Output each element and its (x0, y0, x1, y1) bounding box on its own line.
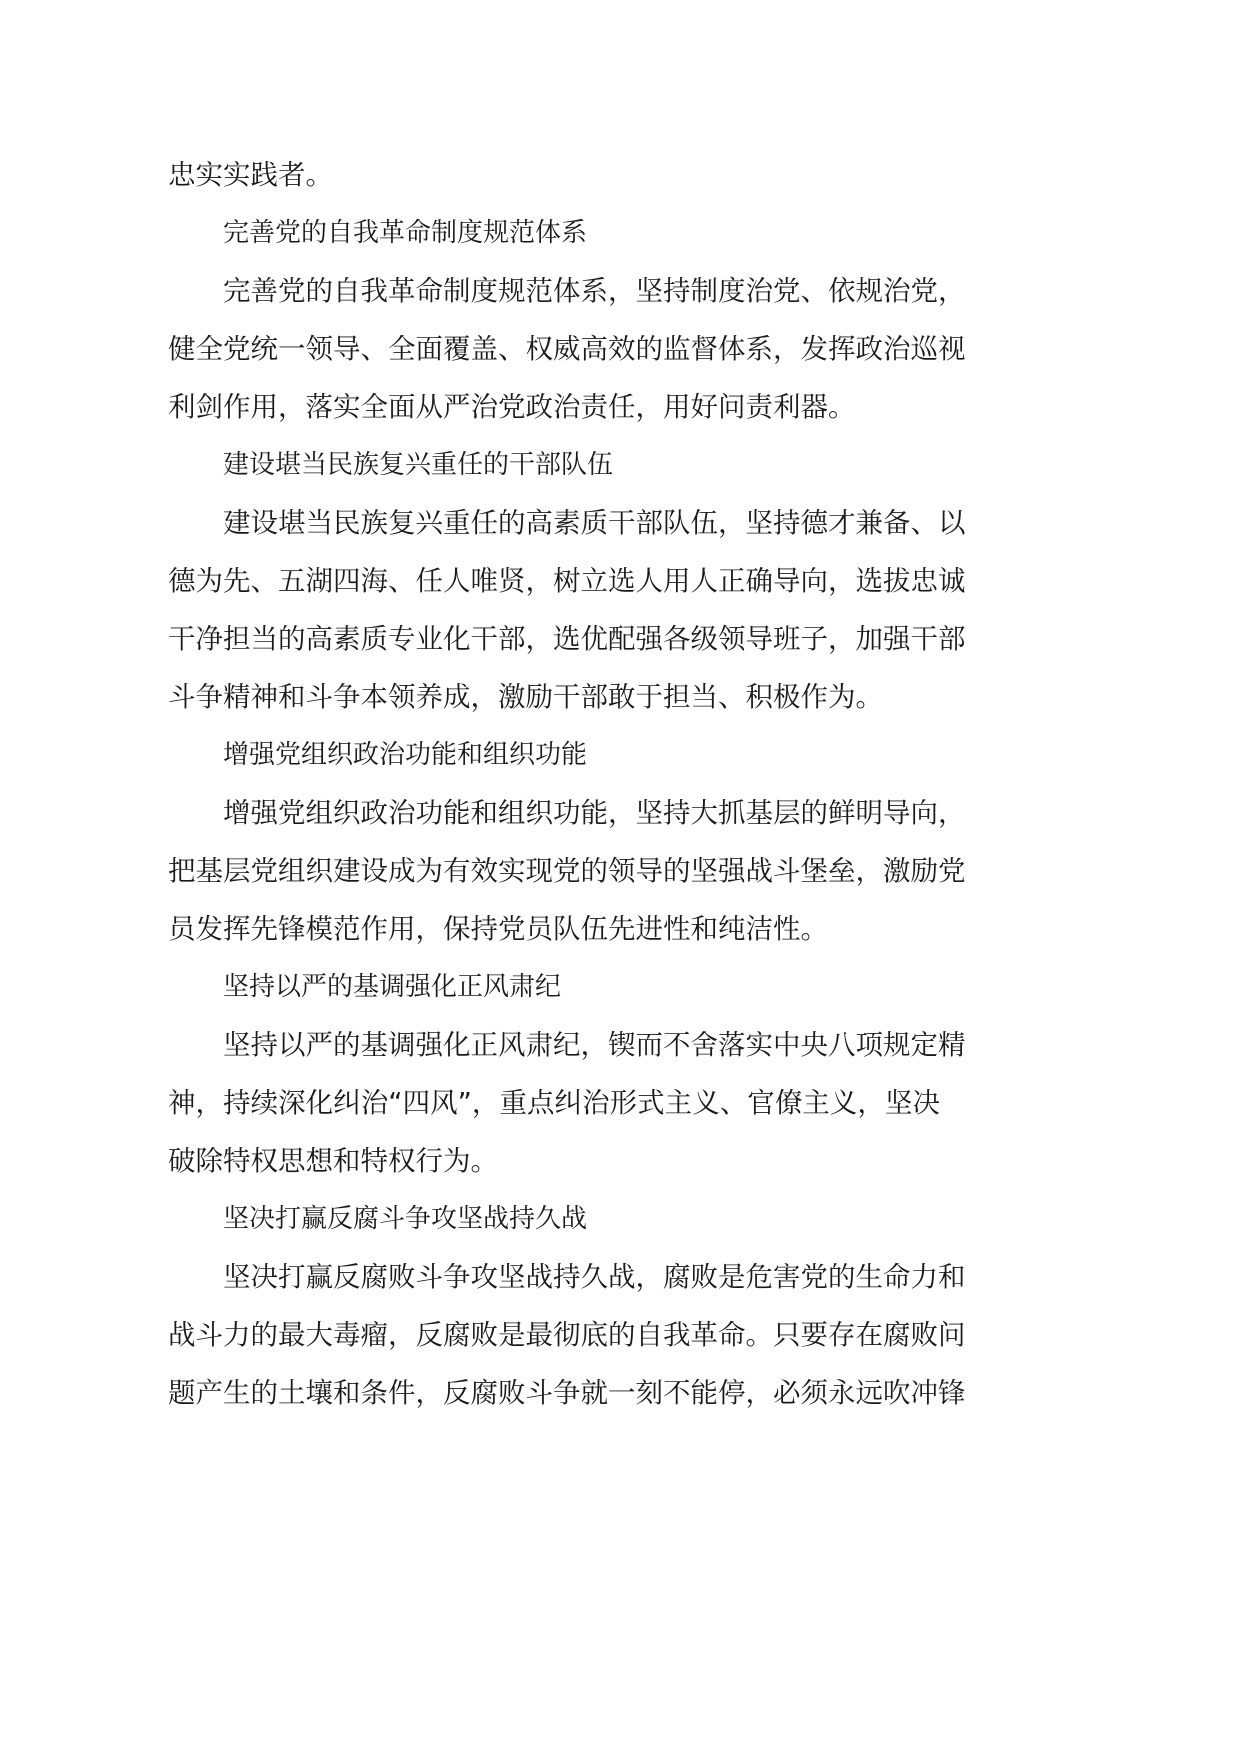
paragraph (168, 146, 940, 204)
paragraph (168, 784, 966, 958)
paragraph (168, 1016, 966, 1190)
section-heading: 坚持以严的基调强化正风肃纪 (223, 972, 562, 1002)
paragraph-line: 战斗力的最大毒瘤，反腐败是最彻底的自我革命。只要存在腐败问 (168, 1319, 966, 1351)
paragraph-line: 增强党组织政治功能和组织功能，坚持大抓基层的鲜明导向， (223, 797, 966, 829)
document-body (168, 146, 966, 1422)
section-heading: 坚决打赢反腐斗争攻坚战持久战 (223, 1204, 588, 1234)
paragraph-line: 破除特权思想和特权行为。 (168, 1145, 498, 1177)
paragraph-line: 完善党的自我革命制度规范体系，坚持制度治党、依规治党， (223, 275, 966, 307)
paragraph (168, 494, 966, 726)
paragraph (168, 262, 966, 436)
paragraph-line: 干净担当的高素质专业化干部，选优配强各级领导班子，加强干部 (168, 623, 966, 655)
paragraph-line: 坚决打赢反腐败斗争攻坚战持久战，腐败是危害党的生命力和 (223, 1261, 966, 1293)
paragraph-line: 员发挥先锋模范作用，保持党员队伍先进性和纯洁性。 (168, 913, 828, 945)
paragraph-line: 忠实实践者。 (168, 159, 333, 191)
paragraph-line: 把基层党组织建设成为有效实现党的领导的坚强战斗堡垒，激励党 (168, 855, 966, 887)
paragraph (168, 1248, 966, 1422)
paragraph-line: 坚持以严的基调强化正风肃纪，锲而不舍落实中央八项规定精 (223, 1029, 966, 1061)
section-heading: 完善党的自我革命制度规范体系 (223, 218, 588, 248)
paragraph-line: 健全党统一领导、全面覆盖、权威高效的监督体系，发挥政治巡视 (168, 333, 966, 365)
section-heading: 建设堪当民族复兴重任的干部队伍 (223, 450, 614, 480)
paragraph-line: 利剑作用，落实全面从严治党政治责任，用好问责利器。 (168, 391, 856, 423)
section-heading: 增强党组织政治功能和组织功能 (223, 740, 588, 770)
paragraph-line: 神，持续深化纠治“四风”，重点纠治形式主义、官僚主义，坚决 (168, 1087, 940, 1119)
paragraph-line: 题产生的土壤和条件，反腐败斗争就一刻不能停，必须永远吹冲锋 (168, 1377, 966, 1409)
paragraph-line: 德为先、五湖四海、任人唯贤，树立选人用人正确导向，选拔忠诚 (168, 565, 966, 597)
paragraph-line: 斗争精神和斗争本领养成，激励干部敢于担当、积极作为。 (168, 681, 883, 713)
paragraph-line: 建设堪当民族复兴重任的高素质干部队伍，坚持德才兼备、以 (223, 507, 966, 539)
